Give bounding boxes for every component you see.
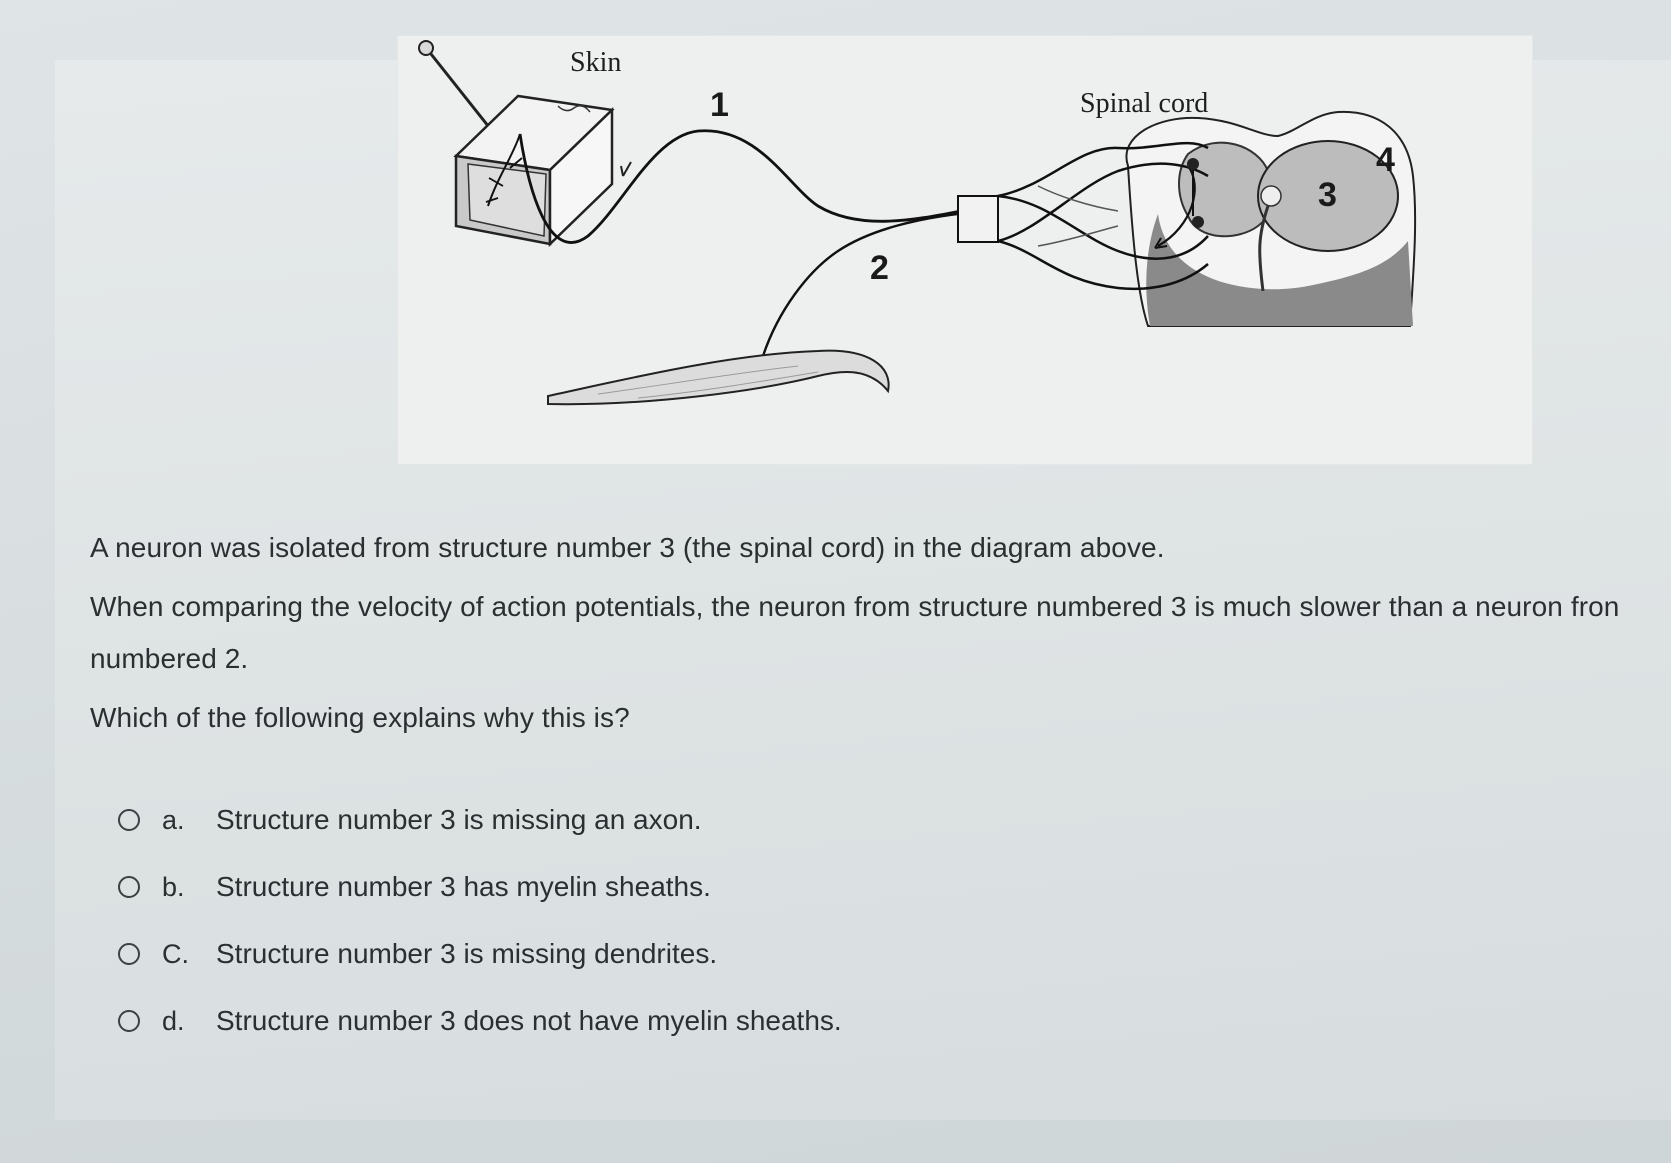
reflex-arc-diagram: [398, 36, 1532, 464]
structure-label-3: 3: [1318, 176, 1337, 214]
diagram-svg: [398, 36, 1532, 464]
structure-label-1: 1: [710, 86, 729, 124]
answer-option-c[interactable]: [118, 934, 717, 974]
question-line-3: numbered 2.: [90, 643, 249, 674]
option-text-d[interactable]: Structure number 3 does not have myelin sheaths.: [216, 1005, 842, 1036]
spinal-cord-label: Spinal cord: [1080, 88, 1209, 119]
radio-button-a[interactable]: [118, 809, 140, 831]
answer-option-a[interactable]: [118, 800, 702, 840]
option-text-c[interactable]: Structure number 3 is missing dendrites.: [216, 938, 718, 969]
radio-button-b[interactable]: [118, 876, 140, 898]
structure-label-4: 4: [1376, 141, 1395, 179]
option-letter-c: C.: [162, 938, 189, 969]
radio-button-d[interactable]: [118, 1010, 140, 1032]
answer-option-d[interactable]: [118, 1001, 842, 1041]
skin-block: [456, 96, 612, 244]
question-line-4: Which of the following explains why this is?: [90, 702, 630, 733]
question-line-2: When comparing the velocity of action potentials, the neuron from structure numbered 3 is much slower than a neuron fron: [90, 591, 1620, 622]
structure-label-2: 2: [870, 249, 889, 287]
muscle: [548, 351, 889, 405]
radio-button-c[interactable]: [118, 943, 140, 965]
option-letter-a: a.: [162, 804, 185, 835]
option-letter-d: d.: [162, 1005, 185, 1036]
answer-option-b[interactable]: [118, 867, 711, 907]
option-text-b[interactable]: Structure number 3 has myelin sheaths.: [216, 871, 711, 902]
option-letter-b: b.: [162, 871, 185, 902]
question-line-1: A neuron was isolated from structure number 3 (the spinal cord) in the diagram above.: [90, 532, 1165, 563]
option-text-a[interactable]: Structure number 3 is missing an axon.: [216, 804, 702, 835]
skin-label: Skin: [570, 47, 622, 78]
